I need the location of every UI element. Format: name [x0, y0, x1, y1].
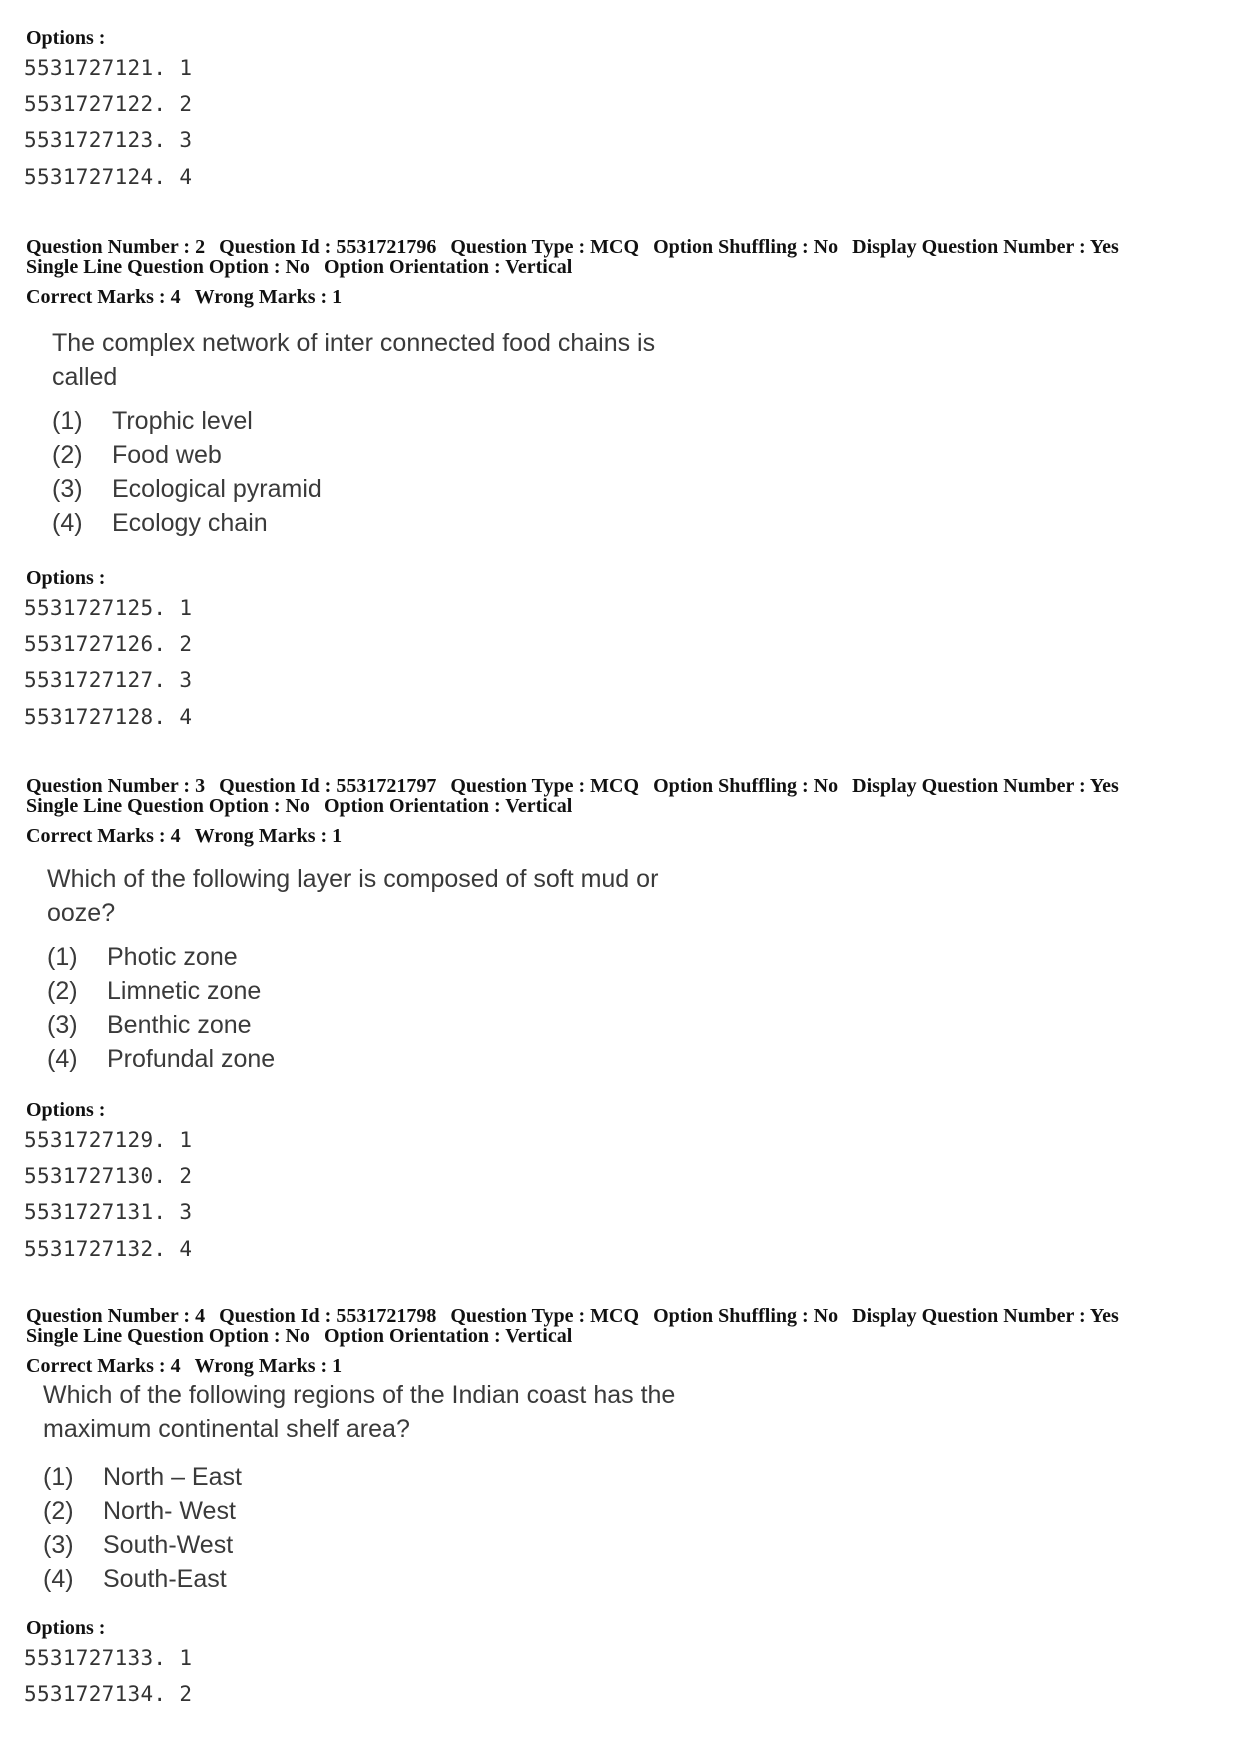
choice-number: (4): [52, 509, 83, 537]
answer-choice: [43, 1494, 703, 1528]
single-line-option: Single Line Question Option : No: [26, 795, 310, 817]
choice-text: Food web: [112, 441, 222, 469]
choice-text: Ecology chain: [112, 509, 268, 537]
choice-text: Benthic zone: [107, 1011, 252, 1039]
display-question-number: Display Question Number : Yes: [852, 775, 1119, 797]
question-text: The complex network of inter connected food chains is called: [52, 329, 656, 391]
correct-marks: Correct Marks : 4: [26, 1355, 181, 1377]
option-code: 5531727122. 2: [24, 92, 193, 116]
question-text: Which of the following regions of the Indian coast has the maximum continental shelf area?: [43, 1381, 676, 1443]
options-label: Options :: [26, 1099, 106, 1121]
option-code: 5531727123. 3: [24, 128, 193, 152]
answer-choice: [52, 404, 712, 438]
choice-text: North- West: [103, 1497, 236, 1525]
question-id: Question Id : 5531721796: [219, 236, 437, 258]
answer-choice: [43, 1528, 703, 1562]
option-code: 5531727127. 3: [24, 668, 193, 692]
choice-text: Photic zone: [107, 943, 238, 971]
question-number: Question Number : 4: [26, 1305, 206, 1327]
choice-number: (1): [47, 943, 78, 971]
question-type: Question Type : MCQ: [450, 775, 640, 797]
choice-number: (2): [52, 441, 83, 469]
wrong-marks: Wrong Marks : 1: [194, 825, 343, 847]
option-code: 5531727126. 2: [24, 632, 193, 656]
option-shuffling: Option Shuffling : No: [653, 236, 839, 258]
answer-choice: [52, 506, 712, 540]
question-type: Question Type : MCQ: [450, 236, 640, 258]
answer-choice: [47, 1008, 707, 1042]
choice-number: (3): [43, 1531, 74, 1559]
option-code: 5531727128. 4: [24, 705, 193, 729]
correct-marks: Correct Marks : 4: [26, 825, 181, 847]
choice-number: (3): [47, 1011, 78, 1039]
option-code: 5531727129. 1: [24, 1128, 193, 1152]
choice-text: Profundal zone: [107, 1045, 276, 1073]
display-question-number: Display Question Number : Yes: [852, 236, 1119, 258]
question-number: Question Number : 2: [26, 236, 206, 258]
answer-choice: [47, 1042, 707, 1076]
question-meta: [26, 1306, 1226, 1346]
single-line-option: Single Line Question Option : No: [26, 256, 310, 278]
choice-text: Limnetic zone: [107, 977, 262, 1005]
option-code: 5531727132. 4: [24, 1237, 193, 1261]
question-meta: [26, 776, 1226, 816]
option-orientation: Option Orientation : Vertical: [323, 795, 573, 817]
choice-number: (1): [43, 1463, 74, 1491]
question-id: Question Id : 5531721797: [219, 775, 437, 797]
question-marks: [26, 826, 1226, 846]
question-type: Question Type : MCQ: [450, 1305, 640, 1327]
question-body: [47, 862, 707, 1076]
options-label: Options :: [26, 567, 106, 589]
option-code: 5531727124. 4: [24, 165, 193, 189]
wrong-marks: Wrong Marks : 1: [194, 1355, 343, 1377]
choice-number: (4): [43, 1565, 74, 1593]
answer-choice: [52, 438, 712, 472]
question-number: Question Number : 3: [26, 775, 206, 797]
option-code: 5531727134. 2: [24, 1682, 193, 1706]
choice-number: (2): [47, 977, 78, 1005]
option-shuffling: Option Shuffling : No: [653, 775, 839, 797]
option-code: 5531727133. 1: [24, 1646, 193, 1670]
option-orientation: Option Orientation : Vertical: [323, 256, 573, 278]
choice-text: South-East: [103, 1565, 227, 1593]
choice-text: Ecological pyramid: [112, 475, 322, 503]
display-question-number: Display Question Number : Yes: [852, 1305, 1119, 1327]
correct-marks: Correct Marks : 4: [26, 286, 181, 308]
choice-number: (4): [47, 1045, 78, 1073]
answer-choice: [52, 472, 712, 506]
question-meta: [26, 237, 1226, 277]
choice-text: South-West: [103, 1531, 234, 1559]
question-marks: [26, 1356, 1226, 1376]
question-body: [52, 326, 712, 540]
question-body: [43, 1378, 703, 1596]
answer-choice: [47, 940, 707, 974]
option-code: 5531727131. 3: [24, 1200, 193, 1224]
choice-number: (3): [52, 475, 83, 503]
options-label: Options :: [26, 1617, 106, 1639]
option-shuffling: Option Shuffling : No: [653, 1305, 839, 1327]
option-orientation: Option Orientation : Vertical: [323, 1325, 573, 1347]
question-marks: [26, 287, 1226, 307]
option-code: 5531727130. 2: [24, 1164, 193, 1188]
single-line-option: Single Line Question Option : No: [26, 1325, 310, 1347]
options-label: Options :: [26, 27, 106, 49]
answer-choice: [43, 1562, 703, 1596]
choice-number: (1): [52, 407, 83, 435]
wrong-marks: Wrong Marks : 1: [194, 286, 343, 308]
answer-choice: [43, 1460, 703, 1494]
question-id: Question Id : 5531721798: [219, 1305, 437, 1327]
option-code: 5531727121. 1: [24, 56, 193, 80]
question-text: Which of the following layer is composed of soft mud or ooze?: [47, 865, 659, 927]
choice-number: (2): [43, 1497, 74, 1525]
answer-choice: [47, 974, 707, 1008]
choice-text: North – East: [103, 1463, 242, 1491]
option-code: 5531727125. 1: [24, 596, 193, 620]
choice-text: Trophic level: [112, 407, 253, 435]
